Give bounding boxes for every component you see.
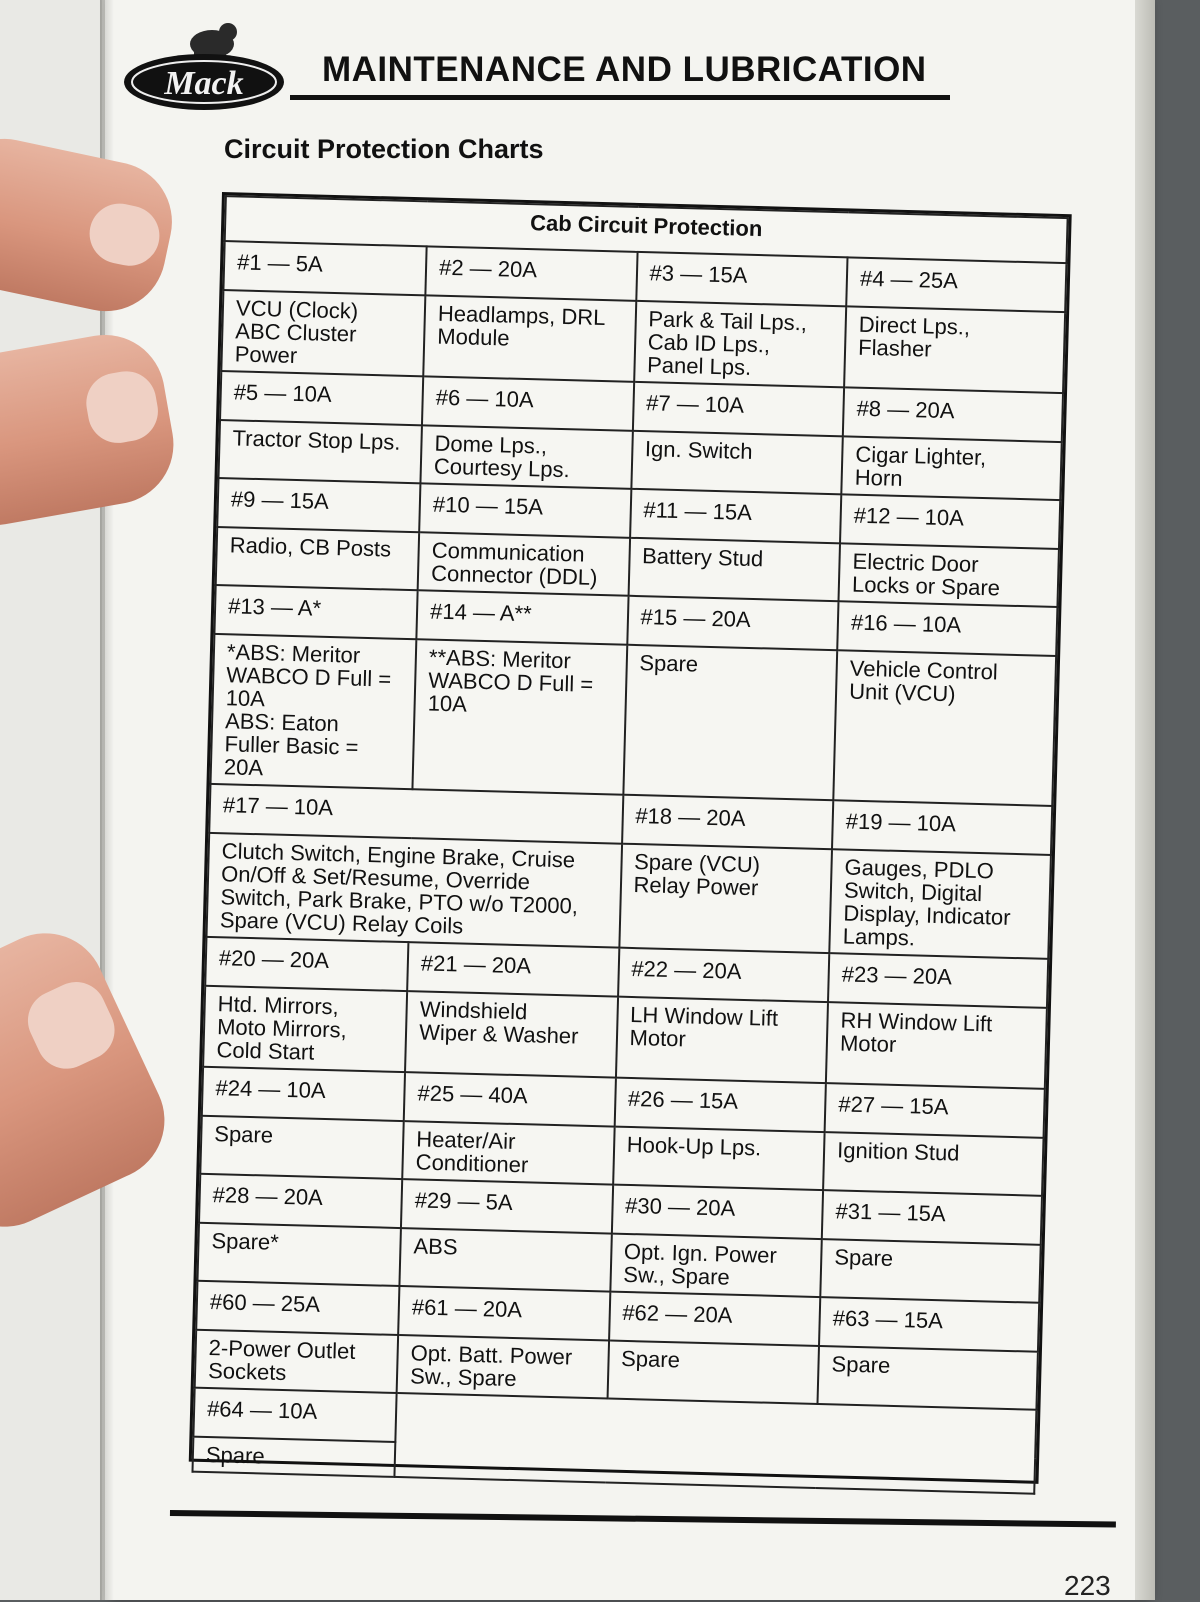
fuse-rating-cell: #20 — 20A	[205, 937, 408, 991]
fuse-rating-cell: #25 — 40A	[404, 1072, 616, 1126]
circuit-description-cell: Park & Tail Lps., Cab ID Lps., Panel Lps.	[634, 301, 847, 387]
circuit-description-cell: Spare	[818, 1346, 1038, 1410]
fuse-rating-cell: #30 — 20A	[611, 1185, 823, 1239]
page-header-title: MAINTENANCE AND LUBRICATION	[322, 50, 927, 89]
fuse-rating-cell: #11 — 15A	[630, 489, 842, 543]
fuse-rating-cell: #64 — 10A	[193, 1388, 396, 1442]
fuse-rating-cell: #10 — 15A	[419, 483, 631, 537]
circuit-description-cell: Cigar Lighter, Horn	[841, 436, 1061, 500]
circuit-description-cell: Gauges, PDLO Switch, Digital Display, Indicator Lamps.	[829, 849, 1051, 959]
mack-logo	[122, 14, 292, 114]
fuse-rating-cell: #13 — A*	[214, 585, 417, 639]
fuse-rating-cell: #9 — 15A	[217, 478, 420, 532]
fuse-rating-cell: #15 — 20A	[627, 596, 839, 650]
circuit-description-cell: LH Window Lift Motor	[616, 997, 829, 1083]
fuse-rating-cell: #6 — 10A	[422, 376, 634, 430]
circuit-description-cell: Hook-Up Lps.	[613, 1127, 825, 1190]
page-number: 223	[1064, 1570, 1111, 1601]
fuse-rating-cell: #28 — 20A	[199, 1174, 402, 1228]
fuse-rating-cell: #62 — 20A	[609, 1292, 821, 1346]
circuit-description-cell: Ign. Switch	[631, 431, 843, 494]
fuse-rating-cell: #26 — 15A	[614, 1078, 826, 1132]
circuit-description-cell: Tractor Stop Lps.	[219, 420, 423, 483]
fuse-rating-cell: #60 — 25A	[196, 1281, 399, 1335]
logo-wordmark: Mack	[164, 65, 244, 102]
circuit-description-cell: Spare	[200, 1116, 404, 1179]
circuit-description-cell: Ignition Stud	[823, 1132, 1043, 1196]
empty-cell	[395, 1393, 1037, 1494]
page-stack-edge	[1135, 0, 1155, 1600]
fuse-rating-cell: #5 — 10A	[220, 371, 423, 425]
circuit-table-grid	[191, 195, 1068, 1495]
fuse-rating-cell: #29 — 5A	[401, 1179, 613, 1233]
fuse-rating-cell: #8 — 20A	[843, 387, 1063, 442]
circuit-description-cell: Direct Lps., Flasher	[844, 306, 1065, 393]
fuse-rating-cell: #18 — 20A	[622, 795, 834, 849]
fuse-rating-cell: #63 — 15A	[819, 1297, 1039, 1352]
circuit-description-cell: Electric Door Locks or Spare	[839, 543, 1059, 607]
circuit-description-cell: Headlamps, DRL Module	[423, 295, 636, 381]
fuse-rating-cell: #17 — 10A	[209, 784, 623, 844]
fuse-rating-cell: #3 — 15A	[636, 252, 848, 306]
circuit-description-cell: Clutch Switch, Engine Brake, Cruise On/Off & Set/Resume, Override Switch, Park Brake, PTO w/o T2000, Spare (VCU) Relay Coils	[206, 833, 621, 948]
circuit-description-cell: VCU (Clock) ABC Cluster Power	[221, 290, 425, 376]
circuit-description-cell: *ABS: Meritor WABCO D Full = 10A ABS: Eaton Fuller Basic = 20A	[211, 634, 417, 789]
circuit-description-cell: Spare (VCU) Relay Power	[619, 844, 832, 953]
fuse-rating-cell: #31 — 15A	[822, 1190, 1042, 1245]
fuse-rating-cell: #22 — 20A	[618, 948, 830, 1002]
circuit-description-cell: Communication Connector (DDL)	[418, 532, 630, 595]
circuit-description-cell: Opt. Batt. Power Sw., Spare	[397, 1335, 609, 1398]
circuit-description-cell: **ABS: Meritor WABCO D Full = 10A	[413, 639, 627, 794]
fuse-rating-cell: #4 — 25A	[846, 257, 1066, 312]
circuit-description-cell: Dome Lps., Courtesy Lps.	[421, 425, 633, 488]
fuse-rating-cell: #1 — 5A	[223, 241, 426, 295]
circuit-description-cell: Spare	[820, 1239, 1040, 1303]
circuit-description-cell: Opt. Ign. Power Sw., Spare	[610, 1234, 822, 1297]
circuit-description-cell: Spare	[623, 645, 837, 800]
fuse-rating-cell: #61 — 20A	[398, 1286, 610, 1340]
circuit-description-cell: 2-Power Outlet Sockets	[195, 1330, 399, 1393]
circuit-description-cell: Vehicle Control Unit (VCU)	[833, 650, 1056, 806]
circuit-description-cell: Heater/Air Conditioner	[402, 1121, 614, 1184]
fuse-rating-cell: #2 — 20A	[425, 246, 637, 300]
circuit-description-cell: Spare	[607, 1341, 819, 1404]
circuit-description-cell: Htd. Mirrors, Moto Mirrors, Cold Start	[203, 986, 407, 1072]
header-divider	[290, 95, 950, 100]
fuse-rating-cell: #12 — 10A	[840, 494, 1060, 549]
section-title: Circuit Protection Charts	[224, 134, 544, 164]
circuit-description-cell: Windshield Wiper & Washer	[405, 991, 618, 1077]
circuit-description-cell: Radio, CB Posts	[216, 527, 420, 590]
fuse-rating-cell: #19 — 10A	[832, 800, 1052, 855]
circuit-description-cell: ABS	[400, 1228, 612, 1291]
fuse-rating-cell: #16 — 10A	[837, 601, 1057, 656]
circuit-description-cell: Spare	[192, 1437, 395, 1477]
circuit-description-cell: Battery Stud	[628, 538, 840, 601]
table-caption: Cab Circuit Protection	[225, 196, 1068, 263]
fuse-rating-cell: #7 — 10A	[632, 382, 844, 436]
fuse-rating-cell: #27 — 15A	[825, 1083, 1045, 1138]
fuse-rating-cell: #23 — 20A	[828, 953, 1048, 1008]
fuse-rating-cell: #21 — 20A	[407, 942, 619, 996]
circuit-protection-table	[189, 192, 1072, 1484]
circuit-description-cell: RH Window Lift Motor	[826, 1002, 1047, 1089]
fuse-rating-cell: #14 — A**	[416, 590, 628, 644]
circuit-description-cell: Spare*	[197, 1223, 401, 1286]
circuit-row	[211, 634, 1057, 806]
fuse-rating-cell: #24 — 10A	[202, 1067, 405, 1121]
